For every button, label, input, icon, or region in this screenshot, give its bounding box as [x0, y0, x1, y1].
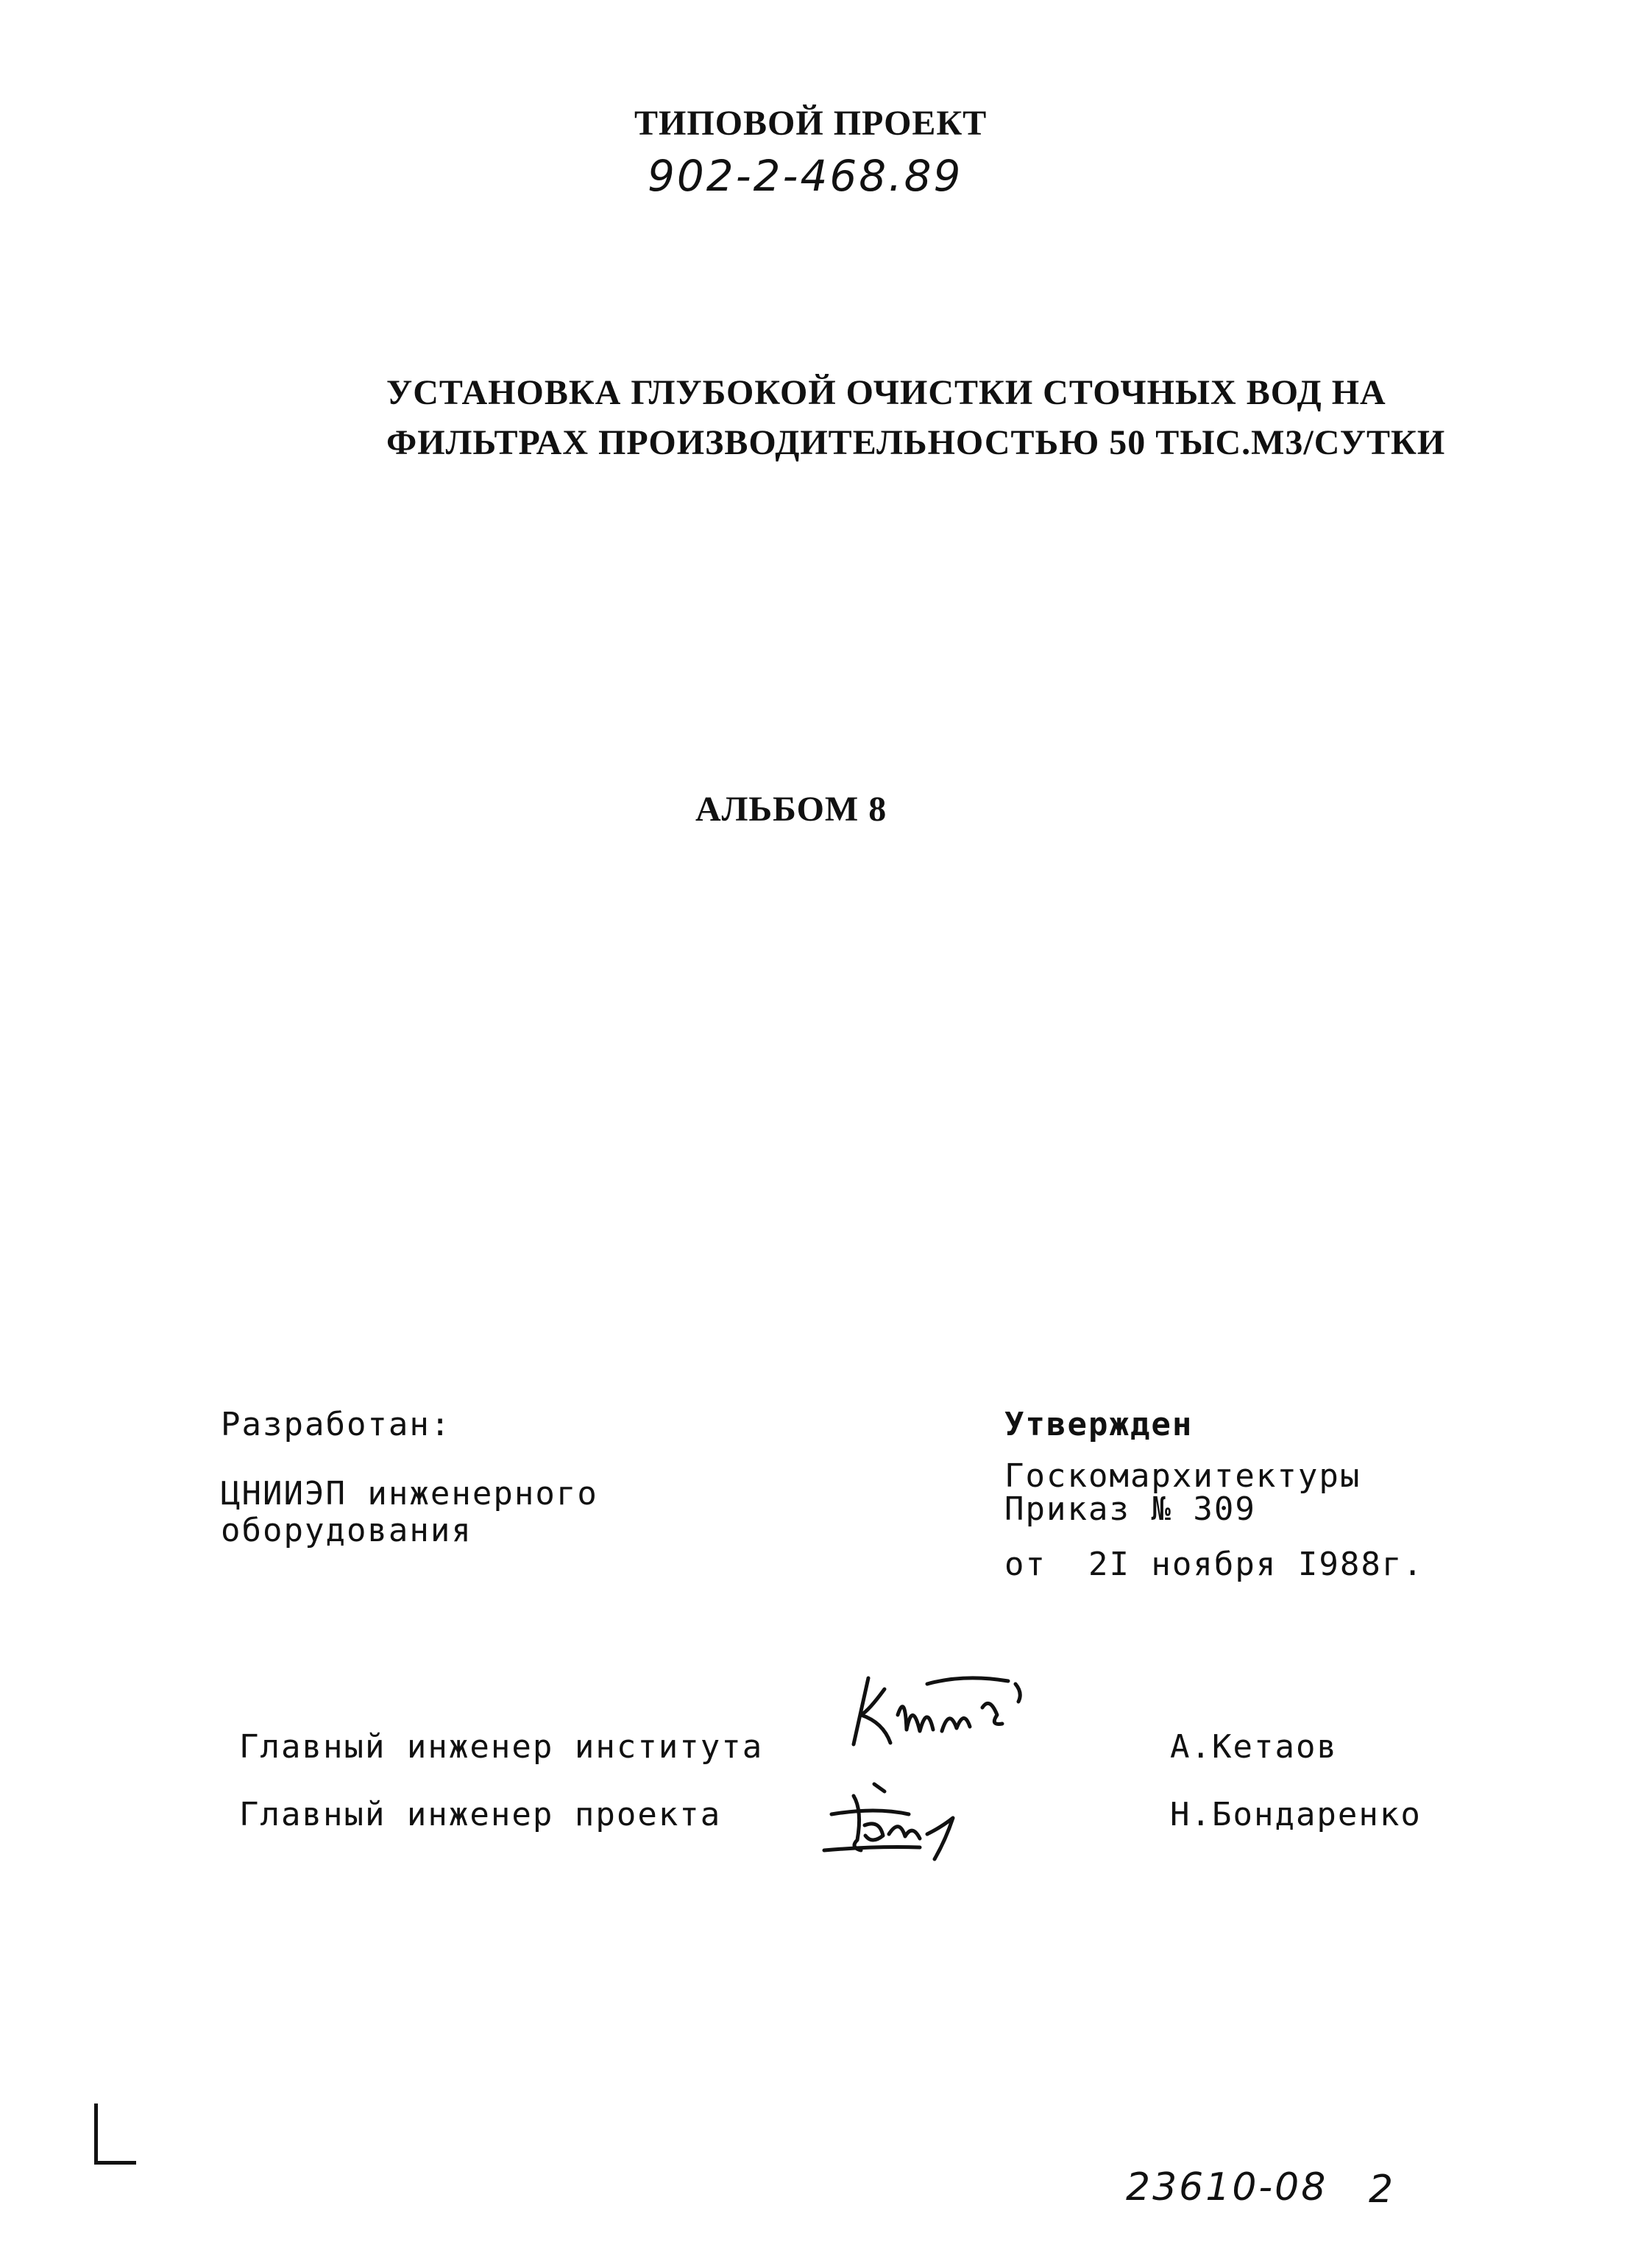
document-title [386, 368, 1445, 468]
signature-chief-engineer-project [817, 1774, 986, 1862]
title-line-2: ФИЛЬТРАХ ПРОИЗВОДИТЕЛЬНОСТЬЮ 50 ТЫС.М3/СУТКИ [386, 423, 1446, 462]
signatory-role-2: Главный инженер проекта [239, 1796, 722, 1833]
project-type-label: ТИПОВОЙ ПРОЕКТ [634, 104, 988, 143]
page-number: 2 [1369, 2168, 1396, 2212]
approved-label: Утвержден [1004, 1406, 1194, 1443]
developer-org [221, 1476, 598, 1549]
developer-org-line-1: ЦНИИЭП инженерного [221, 1475, 598, 1512]
album-label: АЛЬБОМ 8 [695, 790, 887, 829]
corner-mark [94, 2103, 136, 2165]
signatory-name-2: Н.Бондаренко [1170, 1796, 1422, 1833]
project-number: 902-2-468.89 [648, 151, 963, 201]
title-line-1: УСТАНОВКА ГЛУБОКОЙ ОЧИСТКИ СТОЧНЫХ ВОД НА [386, 373, 1386, 412]
signatory-name-1: А.Кетаов [1170, 1728, 1338, 1766]
approval-order: Приказ № 309 [1004, 1490, 1256, 1528]
signature-chief-engineer-institute [839, 1663, 1038, 1759]
signatory-role-1: Главный инженер института [239, 1728, 764, 1766]
approval-date: от 2I ноября I988г. [1004, 1546, 1424, 1583]
document-code: 23610-08 [1126, 2165, 1328, 2209]
developer-org-line-2: оборудования [221, 1512, 472, 1549]
approving-authority: Госкомархитектуры [1004, 1457, 1361, 1495]
developed-label: Разработан: [221, 1406, 452, 1443]
